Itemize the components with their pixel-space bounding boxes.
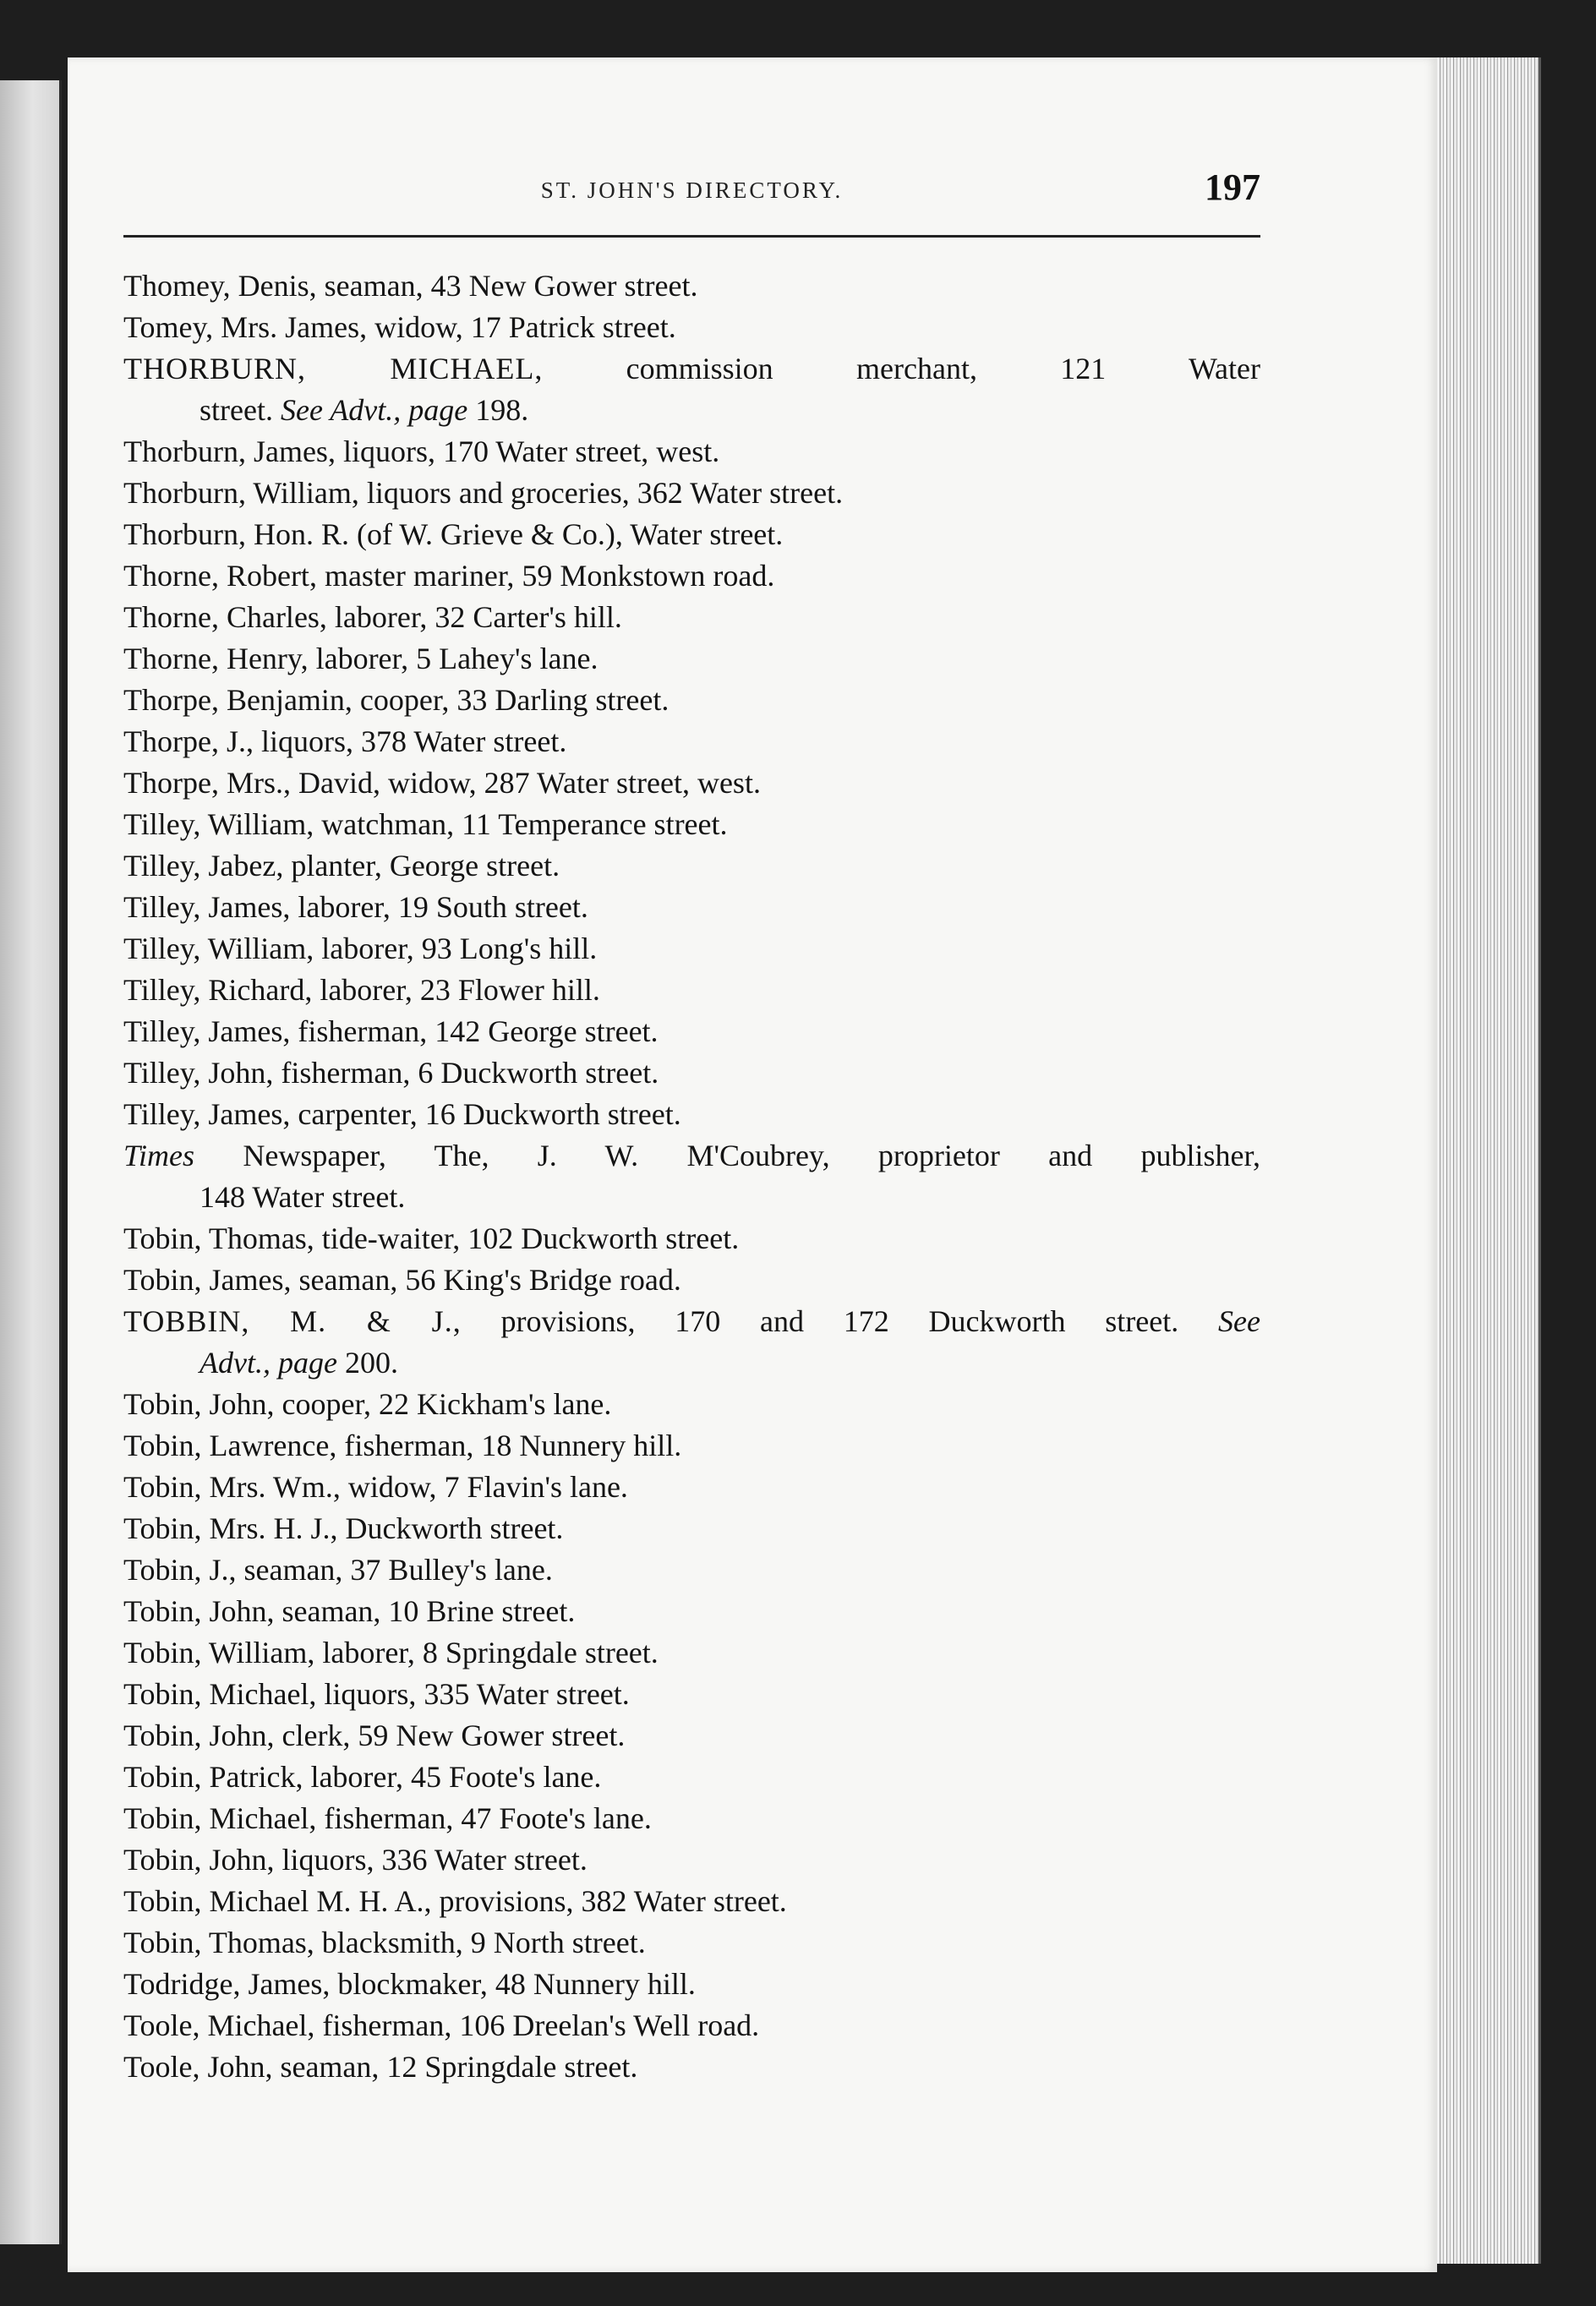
entry-text: Tobin, Thomas, blacksmith, 9 North street. — [123, 1926, 646, 1959]
entry-see-ref: See — [1218, 1304, 1260, 1338]
entry-text: Tobin, William, laborer, 8 Springdale street. — [123, 1636, 659, 1669]
entry-line — [123, 1964, 1260, 2005]
entry-text: Toole, John, seaman, 12 Springdale street. — [123, 2050, 638, 2084]
entry-text: Toole, Michael, fisherman, 106 Dreelan's Well road. — [123, 2008, 760, 2042]
directory-entry — [123, 1508, 1260, 1549]
directory-entry — [123, 514, 1260, 555]
entry-text: Tobin, John, clerk, 59 New Gower street. — [123, 1719, 626, 1752]
entry-text: Tobin, Lawrence, fisherman, 18 Nunnery hill. — [123, 1429, 682, 1462]
directory-entry — [123, 928, 1260, 970]
directory-entry — [123, 555, 1260, 597]
entry-line — [123, 1094, 1260, 1135]
directory-entry — [123, 1301, 1260, 1384]
entry-text: Thomey, Denis, seaman, 43 New Gower street. — [123, 269, 698, 303]
directory-entry — [123, 1715, 1260, 1757]
entry-line — [123, 1922, 1260, 1964]
directory-entry — [123, 1260, 1260, 1301]
directory-entry — [123, 1591, 1260, 1632]
entry-line — [123, 1384, 1260, 1425]
entry-line — [123, 1508, 1260, 1549]
directory-entry — [123, 1218, 1260, 1260]
entry-line — [123, 680, 1260, 721]
entry-continuation — [123, 1177, 1260, 1218]
entry-text: Newspaper, The, J. W. M'Coubrey, proprietor and publisher, — [194, 1139, 1260, 1172]
entry-line — [123, 1591, 1260, 1632]
entry-text: Tilley, Richard, laborer, 23 Flower hill. — [123, 973, 600, 1007]
directory-entry — [123, 1549, 1260, 1591]
entry-text: Thorpe, J., liquors, 378 Water street. — [123, 724, 567, 758]
directory-entry — [123, 2046, 1260, 2088]
entry-line — [123, 1715, 1260, 1757]
entry-text: Thorne, Henry, laborer, 5 Lahey's lane. — [123, 642, 598, 675]
header-rule — [123, 235, 1260, 238]
directory-entry — [123, 2005, 1260, 2046]
entry-line — [123, 887, 1260, 928]
directory-entry — [123, 721, 1260, 762]
entry-text: commission merchant, 121 Water — [543, 352, 1260, 385]
entry-advt-ref: See Advt., page — [280, 393, 468, 427]
entry-line — [123, 514, 1260, 555]
directory-entry — [123, 762, 1260, 804]
entry-line — [123, 762, 1260, 804]
entry-text: Thorpe, Benjamin, cooper, 33 Darling street. — [123, 683, 670, 717]
directory-entry — [123, 1632, 1260, 1674]
entry-line — [123, 1632, 1260, 1674]
entry-text: Todridge, James, blockmaker, 48 Nunnery hill. — [123, 1967, 696, 2001]
entry-page-ref: 198. — [467, 393, 529, 427]
entry-line — [123, 1260, 1260, 1301]
directory-entry — [123, 1425, 1260, 1467]
entry-line — [123, 1011, 1260, 1052]
entry-text: Tobin, Michael, liquors, 335 Water street. — [123, 1677, 630, 1711]
entry-line — [123, 2046, 1260, 2088]
entry-advt-ref: Advt., page — [200, 1346, 337, 1380]
entry-line — [123, 1798, 1260, 1839]
entry-line — [123, 1757, 1260, 1798]
directory-entry — [123, 887, 1260, 928]
directory-entry — [123, 845, 1260, 887]
directory-entry — [123, 1674, 1260, 1715]
entry-continuation-text: street. — [200, 393, 281, 427]
entry-text: Tilley, James, fisherman, 142 George street. — [123, 1014, 659, 1048]
entry-text: Tobin, Patrick, laborer, 45 Foote's lane. — [123, 1760, 602, 1794]
entry-page-ref: 200. — [336, 1346, 398, 1380]
entry-continuation — [123, 390, 1260, 431]
entry-line — [123, 721, 1260, 762]
entry-text: Tobin, J., seaman, 37 Bulley's lane. — [123, 1553, 553, 1587]
entry-text: Thorne, Robert, master mariner, 59 Monkstown road. — [123, 559, 775, 593]
directory-entry — [123, 473, 1260, 514]
directory-entry — [123, 1839, 1260, 1881]
entry-line — [123, 555, 1260, 597]
entry-line — [123, 431, 1260, 473]
entry-line — [123, 1881, 1260, 1922]
entry-text: Tobin, Thomas, tide-waiter, 102 Duckworth street. — [123, 1221, 740, 1255]
directory-entry — [123, 1384, 1260, 1425]
directory-entries — [123, 265, 1260, 2088]
entry-line — [123, 1425, 1260, 1467]
entry-line — [123, 804, 1260, 845]
entry-text: Tobin, Mrs. H. J., Duckworth street. — [123, 1511, 564, 1545]
directory-entry — [123, 307, 1260, 348]
entry-line — [123, 1301, 1260, 1342]
entry-text: Tilley, Jabez, planter, George street. — [123, 849, 560, 883]
directory-entry — [123, 1964, 1260, 2005]
entry-text: Tobin, James, seaman, 56 King's Bridge road. — [123, 1263, 681, 1297]
entry-line — [123, 1052, 1260, 1094]
entry-name-caps: THORBURN, MICHAEL, — [123, 352, 544, 385]
entry-text: Tobin, John, seaman, 10 Brine street. — [123, 1594, 576, 1628]
entry-text: Tilley, William, watchman, 11 Temperance street. — [123, 807, 728, 841]
entry-text: Thorburn, James, liquors, 170 Water street, west. — [123, 434, 720, 468]
directory-entry — [123, 1757, 1260, 1798]
directory-entry — [123, 804, 1260, 845]
entry-name-caps: TOBBIN, M. & J., — [123, 1304, 462, 1338]
adjacent-page-edge — [0, 80, 62, 2244]
directory-entry — [123, 1881, 1260, 1922]
running-title: ST. JOHN'S DIRECTORY. — [540, 178, 844, 203]
directory-entry — [123, 597, 1260, 638]
entry-line — [123, 1549, 1260, 1591]
entry-line — [123, 1674, 1260, 1715]
entry-text: Tobin, John, cooper, 22 Kickham's lane. — [123, 1387, 612, 1421]
entry-text: Tilley, James, laborer, 19 South street. — [123, 890, 588, 924]
entry-line — [123, 307, 1260, 348]
entry-line — [123, 348, 1260, 390]
entry-line — [123, 845, 1260, 887]
entry-text: Tilley, John, fisherman, 6 Duckworth street. — [123, 1056, 659, 1090]
entry-text: Thorpe, Mrs., David, widow, 287 Water street, west. — [123, 766, 761, 800]
directory-entry — [123, 1467, 1260, 1508]
directory-entry — [123, 638, 1260, 680]
directory-entry — [123, 1011, 1260, 1052]
entry-line — [123, 597, 1260, 638]
entry-line — [123, 638, 1260, 680]
directory-entry — [123, 680, 1260, 721]
entry-line — [123, 928, 1260, 970]
entry-text: Tobin, John, liquors, 336 Water street. — [123, 1843, 588, 1877]
entry-text: Tomey, Mrs. James, widow, 17 Patrick street. — [123, 310, 676, 344]
entry-line — [123, 1135, 1260, 1177]
directory-entry — [123, 1922, 1260, 1964]
directory-entry — [123, 265, 1260, 307]
entry-name-italic: Times — [123, 1139, 195, 1172]
entry-text: Tobin, Michael, fisherman, 47 Foote's lane. — [123, 1801, 652, 1835]
entry-line — [123, 1218, 1260, 1260]
entry-line — [123, 970, 1260, 1011]
entry-text: Tilley, James, carpenter, 16 Duckworth street. — [123, 1097, 681, 1131]
entry-line — [123, 473, 1260, 514]
directory-entry — [123, 1052, 1260, 1094]
entry-line — [123, 2005, 1260, 2046]
entry-text: provisions, 170 and 172 Duckworth street. — [461, 1304, 1219, 1338]
directory-entry — [123, 431, 1260, 473]
entry-text: Thorne, Charles, laborer, 32 Carter's hill. — [123, 600, 622, 634]
book-page-edges — [1437, 57, 1541, 2264]
entry-text: Thorburn, Hon. R. (of W. Grieve & Co.), Water street. — [123, 517, 784, 551]
entry-text: Thorburn, William, liquors and groceries, 362 Water street. — [123, 476, 844, 510]
directory-entry — [123, 1135, 1260, 1218]
page-number: 197 — [1205, 167, 1260, 208]
page-header — [123, 166, 1260, 225]
directory-entry — [123, 1798, 1260, 1839]
entry-text: Tilley, William, laborer, 93 Long's hill. — [123, 932, 598, 965]
entry-line — [123, 1467, 1260, 1508]
entry-text: Tobin, Mrs. Wm., widow, 7 Flavin's lane. — [123, 1470, 628, 1504]
entry-text: Tobin, Michael M. H. A., provisions, 382 Water street. — [123, 1884, 787, 1918]
entry-continuation-text: 148 Water street. — [200, 1180, 406, 1214]
directory-entry — [123, 348, 1260, 431]
directory-entry — [123, 1094, 1260, 1135]
entry-line — [123, 265, 1260, 307]
entry-line — [123, 1839, 1260, 1881]
directory-entry — [123, 970, 1260, 1011]
entry-continuation — [123, 1342, 1260, 1384]
